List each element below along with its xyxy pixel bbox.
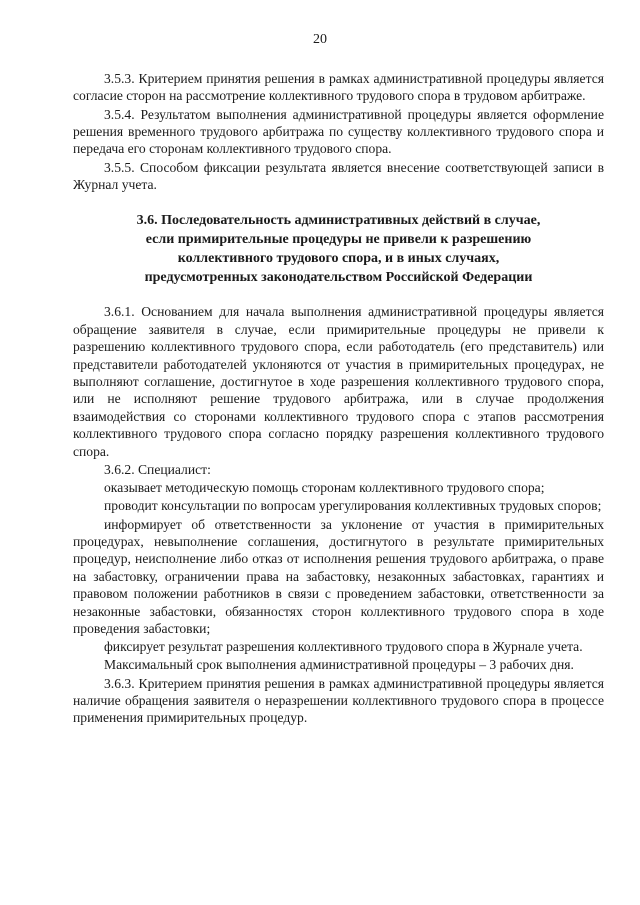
page-number: 20: [313, 32, 327, 47]
heading-line: 3.6. Последовательность административных действий в случае,: [136, 213, 541, 229]
heading-line: если примирительные процедуры не привели к разрешению: [145, 232, 532, 248]
section-heading-3-6: [73, 211, 604, 287]
paragraph-3-5-4: 3.5.4. Результатом выполнения административной процедуры является оформление решения временного трудового арбитража по существу коллективного трудового спора и передача его сторонам коллективного трудового спора.: [73, 106, 604, 157]
paragraph-3-6-3: 3.6.3. Критерием принятия решения в рамках административной процедуры является наличие обращения заявителя о неразрешении коллективного трудового спора в процессе применения примирительных процедур.: [73, 675, 604, 726]
list-item-informs: информирует об ответственности за уклонение от участия в примирительных процедурах, невыполнение соглашения, достигнутого в результате примирительных процедур, неисполнение либо отказ от исполнения решения трудового арбитража, о праве на забастовку, ограничении права на забастовку, незаконных забастовках, гарантиях и правовом положении работников в связи с проведением забастовки, ответственности за незаконные забастовки, обязанностях сторон коллективного трудового спора в ходе проведения забастовки;: [73, 516, 604, 636]
paragraph-3-6-1: 3.6.1. Основанием для начала выполнения административной процедуры является обращение заявителя в случае, если примирительные процедуры не привели к разрешению коллективного трудового спора, если работодатель (его представитель) или представители работодателей уклоняются от участия в примирительных процедурах, не выполняют соглашение, достигнутое в ходе разрешения коллективного трудового спора, или не исполняют решение трудового арбитража, или в случае продолжения взаимодействия со сторонами коллективного трудового спора с этапов рассмотрения коллективного трудового спора согласно порядку разрешения коллективного трудового спора.: [73, 304, 604, 459]
paragraph-3-6-2: 3.6.2. Специалист:: [104, 461, 211, 477]
heading-line: коллективного трудового спора, и в иных случаях,: [177, 251, 500, 267]
list-item-methodical-help: оказывает методическую помощь сторонам коллективного трудового спора;: [104, 480, 545, 496]
list-item-records-result: фиксирует результат разрешения коллективного трудового спора в Журнале учета.: [104, 639, 583, 655]
list-item-consultations: проводит консультации по вопросам урегулирования коллективных трудовых споров;: [104, 498, 602, 514]
document-body: [73, 70, 604, 727]
heading-line: предусмотренных законодательством Российской Федерации: [144, 270, 533, 286]
paragraph-3-5-3: 3.5.3. Критерием принятия решения в рамках административной процедуры является согласие сторон на рассмотрение коллективного трудового спора в трудовом арбитраже.: [73, 71, 604, 104]
paragraph-max-term: Максимальный срок выполнения административной процедуры – 3 рабочих дня.: [104, 657, 574, 673]
paragraph-3-5-5: 3.5.5. Способом фиксации результата является внесение соответствующей записи в Журнал учета.: [73, 159, 604, 193]
